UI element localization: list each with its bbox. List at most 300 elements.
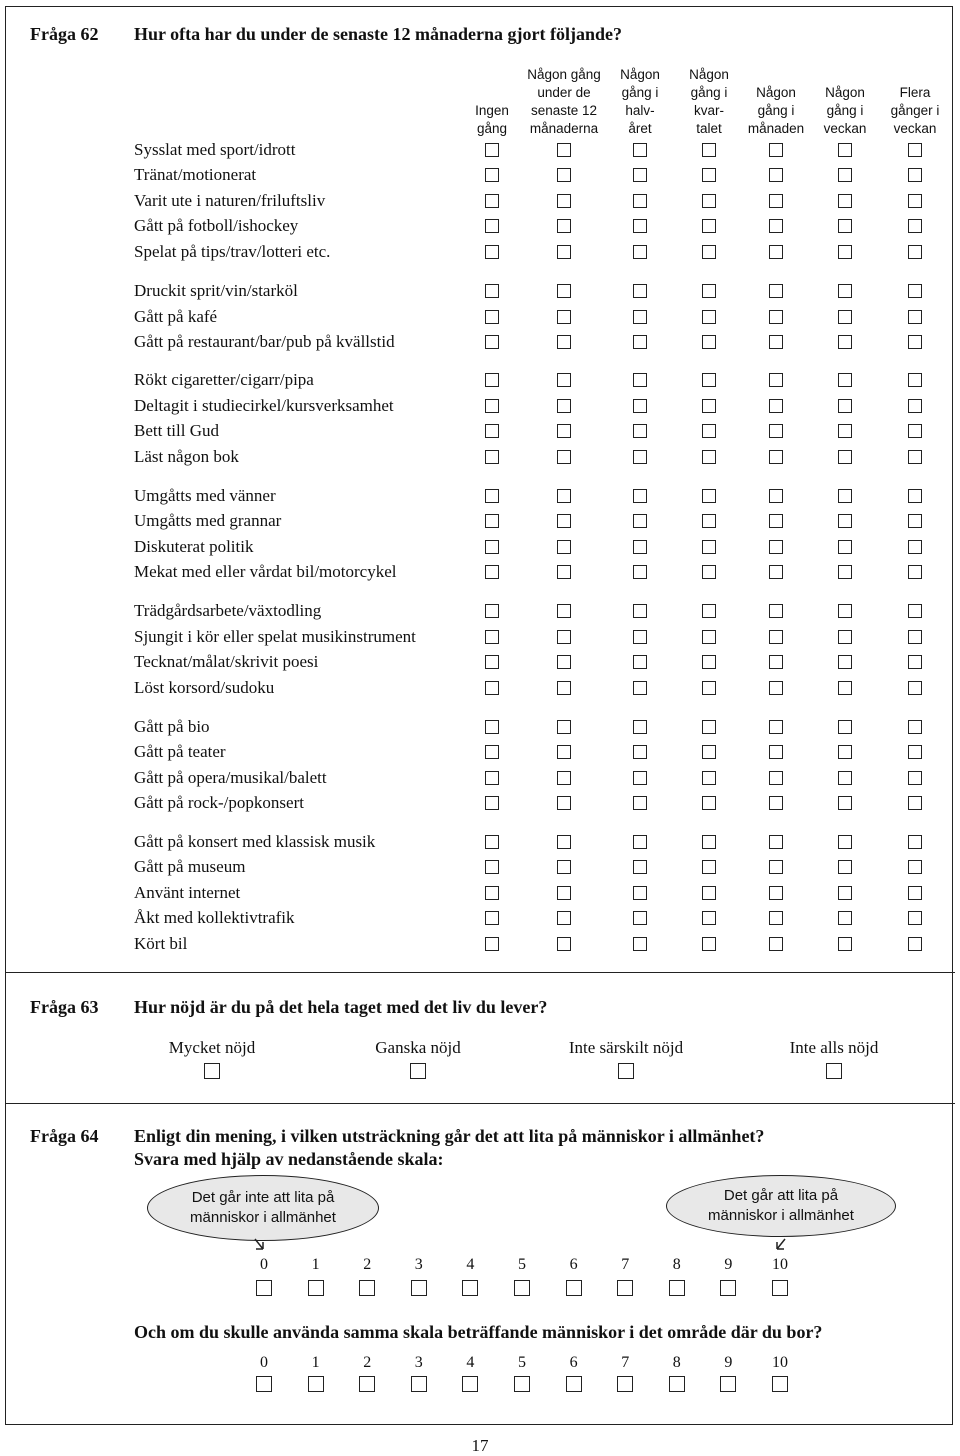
- frequency-checkbox[interactable]: [485, 835, 499, 849]
- row-label: Sysslat med sport/idrott: [134, 140, 296, 159]
- frequency-checkbox[interactable]: [633, 745, 647, 759]
- row-label: Sjungit i kör eller spelat musikinstrument: [134, 627, 416, 646]
- frequency-checkbox[interactable]: [557, 450, 571, 464]
- scale-number: 10: [772, 1354, 788, 1371]
- frequency-checkbox[interactable]: [908, 745, 922, 759]
- scale-checkbox[interactable]: [359, 1280, 375, 1296]
- frequency-checkbox[interactable]: [838, 143, 852, 157]
- scale-checkbox[interactable]: [720, 1280, 736, 1296]
- scale-checkbox[interactable]: [566, 1280, 582, 1296]
- divider: [5, 1103, 955, 1104]
- frequency-checkbox[interactable]: [908, 937, 922, 951]
- page-number: 17: [471, 1436, 489, 1455]
- frequency-checkbox[interactable]: [633, 489, 647, 503]
- frequency-checkbox[interactable]: [557, 514, 571, 528]
- row-label: Löst korsord/sudoku: [134, 678, 275, 697]
- frequency-checkbox[interactable]: [557, 219, 571, 233]
- q62-number: Fråga 62: [30, 24, 99, 44]
- row-label: Mekat med eller vårdat bil/motorcykel: [134, 562, 397, 581]
- column-header-line: Någon: [825, 85, 865, 100]
- frequency-checkbox[interactable]: [702, 168, 716, 182]
- frequency-checkbox[interactable]: [633, 450, 647, 464]
- row-label: Rökt cigaretter/cigarr/pipa: [134, 370, 314, 389]
- frequency-checkbox[interactable]: [557, 284, 571, 298]
- frequency-checkbox[interactable]: [769, 245, 783, 259]
- frequency-checkbox[interactable]: [557, 886, 571, 900]
- scale-number: 6: [569, 1354, 578, 1371]
- scale-checkbox[interactable]: [359, 1376, 375, 1392]
- frequency-checkbox[interactable]: [838, 335, 852, 349]
- frequency-checkbox[interactable]: [908, 860, 922, 874]
- left-anchor-oval: [147, 1175, 379, 1241]
- frequency-checkbox[interactable]: [633, 424, 647, 438]
- frequency-checkbox[interactable]: [633, 835, 647, 849]
- frequency-checkbox[interactable]: [557, 835, 571, 849]
- column-header-line: talet: [696, 121, 722, 136]
- frequency-checkbox[interactable]: [908, 284, 922, 298]
- arrow-down-left-icon: [252, 1238, 272, 1252]
- frequency-checkbox[interactable]: [838, 168, 852, 182]
- frequency-checkbox[interactable]: [702, 886, 716, 900]
- satisfaction-checkbox[interactable]: [618, 1063, 634, 1079]
- scale-number: 5: [518, 1256, 526, 1273]
- frequency-checkbox[interactable]: [557, 911, 571, 925]
- frequency-checkbox[interactable]: [557, 335, 571, 349]
- frequency-checkbox[interactable]: [633, 194, 647, 208]
- column-header-line: veckan: [893, 121, 937, 136]
- frequency-checkbox[interactable]: [838, 424, 852, 438]
- frequency-checkbox[interactable]: [769, 284, 783, 298]
- column-header-line: veckan: [823, 121, 867, 136]
- frequency-checkbox[interactable]: [908, 720, 922, 734]
- frequency-checkbox[interactable]: [557, 310, 571, 324]
- frequency-checkbox[interactable]: [485, 399, 499, 413]
- frequency-checkbox[interactable]: [485, 771, 499, 785]
- frequency-checkbox[interactable]: [838, 373, 852, 387]
- frequency-checkbox[interactable]: [769, 565, 783, 579]
- frequency-checkbox[interactable]: [633, 937, 647, 951]
- scale-checkbox[interactable]: [462, 1376, 478, 1392]
- frequency-checkbox[interactable]: [557, 745, 571, 759]
- frequency-checkbox[interactable]: [769, 835, 783, 849]
- frequency-checkbox[interactable]: [769, 720, 783, 734]
- frequency-checkbox[interactable]: [838, 860, 852, 874]
- frequency-checkbox[interactable]: [485, 219, 499, 233]
- frequency-checkbox[interactable]: [702, 514, 716, 528]
- scale-checkbox[interactable]: [256, 1376, 272, 1392]
- scale-number: 7: [621, 1256, 630, 1273]
- frequency-checkbox[interactable]: [633, 860, 647, 874]
- scale-checkbox[interactable]: [411, 1280, 427, 1296]
- scale-checkbox[interactable]: [772, 1280, 788, 1296]
- frequency-checkbox[interactable]: [557, 540, 571, 554]
- frequency-checkbox[interactable]: [769, 655, 783, 669]
- scale-checkbox[interactable]: [308, 1376, 324, 1392]
- frequency-checkbox[interactable]: [838, 310, 852, 324]
- frequency-checkbox[interactable]: [557, 424, 571, 438]
- scale-number: 9: [724, 1354, 733, 1371]
- frequency-checkbox[interactable]: [838, 565, 852, 579]
- frequency-checkbox[interactable]: [908, 835, 922, 849]
- frequency-checkbox[interactable]: [769, 143, 783, 157]
- row-label: Tränat/motionerat: [134, 165, 257, 184]
- row-label: Gått på teater: [134, 742, 226, 761]
- column-header: [522, 66, 606, 138]
- frequency-checkbox[interactable]: [633, 771, 647, 785]
- frequency-checkbox[interactable]: [485, 630, 499, 644]
- frequency-checkbox[interactable]: [702, 489, 716, 503]
- frequency-checkbox[interactable]: [838, 681, 852, 695]
- satisfaction-checkbox[interactable]: [410, 1063, 426, 1079]
- row-label: Gått på konsert med klassisk musik: [134, 832, 376, 851]
- column-header-line: Någon: [756, 85, 796, 100]
- row-label: Gått på kafé: [134, 307, 218, 326]
- frequency-checkbox[interactable]: [838, 514, 852, 528]
- frequency-checkbox[interactable]: [557, 937, 571, 951]
- frequency-checkbox[interactable]: [769, 514, 783, 528]
- frequency-checkbox[interactable]: [702, 604, 716, 618]
- frequency-checkbox[interactable]: [485, 489, 499, 503]
- frequency-checkbox[interactable]: [702, 143, 716, 157]
- scale-number: 3: [414, 1256, 423, 1273]
- frequency-checkbox[interactable]: [702, 450, 716, 464]
- scale-checkbox[interactable]: [462, 1280, 478, 1296]
- frequency-checkbox[interactable]: [557, 655, 571, 669]
- scale-number: 1: [311, 1354, 320, 1371]
- scale-number: 5: [518, 1354, 526, 1371]
- frequency-checkbox[interactable]: [633, 630, 647, 644]
- frequency-checkbox[interactable]: [908, 604, 922, 618]
- row-label: Trädgårdsarbete/växtodling: [134, 601, 322, 620]
- frequency-checkbox[interactable]: [908, 399, 922, 413]
- frequency-checkbox[interactable]: [769, 424, 783, 438]
- frequency-checkbox[interactable]: [557, 604, 571, 618]
- scale-number: 1: [311, 1256, 320, 1273]
- frequency-checkbox[interactable]: [633, 911, 647, 925]
- frequency-checkbox[interactable]: [702, 284, 716, 298]
- frequency-checkbox[interactable]: [908, 514, 922, 528]
- frequency-checkbox[interactable]: [769, 540, 783, 554]
- column-header-line: under de: [537, 85, 591, 100]
- scale-number: 0: [260, 1256, 268, 1273]
- frequency-checkbox[interactable]: [769, 886, 783, 900]
- scale-checkbox[interactable]: [256, 1280, 272, 1296]
- frequency-checkbox[interactable]: [485, 424, 499, 438]
- frequency-checkbox[interactable]: [557, 399, 571, 413]
- frequency-checkbox[interactable]: [908, 219, 922, 233]
- row-label: Gått på fotboll/ishockey: [134, 216, 299, 235]
- frequency-checkbox[interactable]: [838, 771, 852, 785]
- frequency-checkbox[interactable]: [485, 745, 499, 759]
- frequency-checkbox[interactable]: [702, 937, 716, 951]
- frequency-checkbox[interactable]: [908, 681, 922, 695]
- q64-title-line2: Svara med hjälp av nedanstående skala:: [134, 1149, 444, 1169]
- frequency-checkbox[interactable]: [838, 604, 852, 618]
- frequency-checkbox[interactable]: [702, 373, 716, 387]
- frequency-checkbox[interactable]: [557, 489, 571, 503]
- column-header-line: gång: [476, 121, 508, 136]
- frequency-checkbox[interactable]: [702, 745, 716, 759]
- frequency-checkbox[interactable]: [633, 168, 647, 182]
- frequency-checkbox[interactable]: [557, 796, 571, 810]
- frequency-checkbox[interactable]: [702, 399, 716, 413]
- satisfaction-option-label: Mycket nöjd: [168, 1038, 256, 1057]
- frequency-checkbox[interactable]: [485, 335, 499, 349]
- column-header-line: kvar-: [694, 103, 724, 118]
- frequency-checkbox[interactable]: [769, 630, 783, 644]
- frequency-checkbox[interactable]: [557, 245, 571, 259]
- frequency-checkbox[interactable]: [769, 373, 783, 387]
- frequency-checkbox[interactable]: [557, 630, 571, 644]
- frequency-checkbox[interactable]: [769, 219, 783, 233]
- frequency-checkbox[interactable]: [633, 565, 647, 579]
- frequency-checkbox[interactable]: [557, 194, 571, 208]
- frequency-checkbox[interactable]: [702, 720, 716, 734]
- frequency-checkbox[interactable]: [908, 310, 922, 324]
- frequency-checkbox[interactable]: [633, 681, 647, 695]
- frequency-checkbox[interactable]: [838, 630, 852, 644]
- frequency-checkbox[interactable]: [485, 450, 499, 464]
- frequency-checkbox[interactable]: [485, 540, 499, 554]
- frequency-checkbox[interactable]: [769, 335, 783, 349]
- frequency-checkbox[interactable]: [702, 310, 716, 324]
- frequency-checkbox[interactable]: [702, 911, 716, 925]
- column-header-line: månaden: [747, 121, 805, 136]
- row-label: Läst någon bok: [134, 447, 239, 466]
- frequency-checkbox[interactable]: [633, 219, 647, 233]
- frequency-checkbox[interactable]: [838, 219, 852, 233]
- scale-checkbox[interactable]: [514, 1376, 530, 1392]
- scale-number: 7: [621, 1354, 630, 1371]
- row-label: Umgåtts med vänner: [134, 486, 276, 505]
- frequency-checkbox[interactable]: [557, 373, 571, 387]
- scale-number: 2: [363, 1354, 372, 1371]
- frequency-checkbox[interactable]: [908, 565, 922, 579]
- frequency-checkbox[interactable]: [485, 796, 499, 810]
- satisfaction-option-label: Inte alls nöjd: [789, 1038, 879, 1057]
- frequency-checkbox[interactable]: [633, 245, 647, 259]
- frequency-checkbox[interactable]: [633, 796, 647, 810]
- frequency-checkbox[interactable]: [908, 630, 922, 644]
- column-header: [873, 66, 957, 138]
- frequency-checkbox[interactable]: [485, 143, 499, 157]
- frequency-checkbox[interactable]: [838, 911, 852, 925]
- frequency-checkbox[interactable]: [702, 771, 716, 785]
- frequency-checkbox[interactable]: [838, 489, 852, 503]
- q63-title: Hur nöjd är du på det hela taget med det liv du lever?: [134, 997, 548, 1017]
- frequency-checkbox[interactable]: [633, 143, 647, 157]
- frequency-checkbox[interactable]: [769, 937, 783, 951]
- frequency-checkbox[interactable]: [557, 860, 571, 874]
- frequency-checkbox[interactable]: [838, 796, 852, 810]
- scale-number: 4: [466, 1256, 475, 1273]
- frequency-checkbox[interactable]: [908, 450, 922, 464]
- frequency-checkbox[interactable]: [908, 886, 922, 900]
- scale-number: 0: [260, 1354, 268, 1371]
- frequency-checkbox[interactable]: [633, 373, 647, 387]
- q64-number: Fråga 64: [30, 1126, 99, 1146]
- scale-checkbox[interactable]: [772, 1376, 788, 1392]
- frequency-checkbox[interactable]: [908, 796, 922, 810]
- frequency-checkbox[interactable]: [633, 720, 647, 734]
- frequency-checkbox[interactable]: [769, 604, 783, 618]
- frequency-checkbox[interactable]: [702, 335, 716, 349]
- frequency-checkbox[interactable]: [838, 245, 852, 259]
- frequency-checkbox[interactable]: [485, 373, 499, 387]
- satisfaction-checkbox[interactable]: [826, 1063, 842, 1079]
- frequency-checkbox[interactable]: [702, 796, 716, 810]
- frequency-checkbox[interactable]: [702, 565, 716, 579]
- frequency-checkbox[interactable]: [838, 937, 852, 951]
- scale-number: 10: [772, 1256, 788, 1273]
- scale-checkbox[interactable]: [566, 1376, 582, 1392]
- frequency-checkbox[interactable]: [633, 310, 647, 324]
- satisfaction-option-label: Inte särskilt nöjd: [568, 1038, 684, 1057]
- frequency-checkbox[interactable]: [702, 219, 716, 233]
- frequency-checkbox[interactable]: [908, 540, 922, 554]
- frequency-checkbox[interactable]: [838, 540, 852, 554]
- row-label: Gått på opera/musikal/balett: [134, 768, 327, 787]
- frequency-checkbox[interactable]: [769, 168, 783, 182]
- frequency-checkbox[interactable]: [838, 194, 852, 208]
- scale-checkbox[interactable]: [411, 1376, 427, 1392]
- frequency-checkbox[interactable]: [769, 489, 783, 503]
- row-label: Bett till Gud: [134, 421, 219, 440]
- q63-number: Fråga 63: [30, 997, 99, 1017]
- scale-checkbox[interactable]: [720, 1376, 736, 1392]
- frequency-checkbox[interactable]: [908, 911, 922, 925]
- frequency-checkbox[interactable]: [557, 771, 571, 785]
- frequency-checkbox[interactable]: [633, 655, 647, 669]
- frequency-checkbox[interactable]: [633, 540, 647, 554]
- frequency-checkbox[interactable]: [838, 835, 852, 849]
- frequency-checkbox[interactable]: [769, 745, 783, 759]
- frequency-checkbox[interactable]: [485, 681, 499, 695]
- frequency-checkbox[interactable]: [908, 245, 922, 259]
- row-label: Druckit sprit/vin/starköl: [134, 281, 298, 300]
- column-header-line: gång i: [690, 85, 728, 100]
- satisfaction-checkbox[interactable]: [204, 1063, 220, 1079]
- frequency-checkbox[interactable]: [633, 886, 647, 900]
- frequency-checkbox[interactable]: [485, 284, 499, 298]
- column-header-line: Någon: [620, 67, 660, 82]
- frequency-checkbox[interactable]: [557, 168, 571, 182]
- row-label: Gått på bio: [134, 717, 210, 736]
- frequency-checkbox[interactable]: [838, 450, 852, 464]
- frequency-checkbox[interactable]: [702, 860, 716, 874]
- frequency-checkbox[interactable]: [908, 771, 922, 785]
- row-label: Gått på rock-/popkonsert: [134, 793, 304, 812]
- frequency-checkbox[interactable]: [633, 399, 647, 413]
- frequency-checkbox[interactable]: [557, 720, 571, 734]
- frequency-checkbox[interactable]: [702, 630, 716, 644]
- frequency-checkbox[interactable]: [485, 194, 499, 208]
- frequency-checkbox[interactable]: [485, 911, 499, 925]
- frequency-checkbox[interactable]: [485, 565, 499, 579]
- scale-number: 4: [466, 1354, 475, 1371]
- frequency-checkbox[interactable]: [702, 424, 716, 438]
- scale-checkbox[interactable]: [617, 1280, 633, 1296]
- frequency-checkbox[interactable]: [485, 514, 499, 528]
- scale-number: 8: [672, 1354, 681, 1371]
- frequency-checkbox[interactable]: [908, 194, 922, 208]
- frequency-checkbox[interactable]: [908, 489, 922, 503]
- frequency-checkbox[interactable]: [769, 310, 783, 324]
- column-header-line: Ingen: [475, 103, 509, 118]
- frequency-checkbox[interactable]: [633, 604, 647, 618]
- frequency-checkbox[interactable]: [908, 424, 922, 438]
- frequency-checkbox[interactable]: [908, 143, 922, 157]
- frequency-checkbox[interactable]: [633, 335, 647, 349]
- frequency-checkbox[interactable]: [769, 860, 783, 874]
- row-label: Gått på restaurant/bar/pub på kvällstid: [134, 332, 395, 351]
- column-header-line: Flera: [899, 85, 931, 100]
- frequency-checkbox[interactable]: [838, 720, 852, 734]
- column-header-line: senaste 12: [530, 103, 598, 118]
- frequency-checkbox[interactable]: [769, 399, 783, 413]
- frequency-checkbox[interactable]: [633, 514, 647, 528]
- frequency-checkbox[interactable]: [557, 565, 571, 579]
- frequency-checkbox[interactable]: [557, 143, 571, 157]
- frequency-checkbox[interactable]: [633, 284, 647, 298]
- frequency-checkbox[interactable]: [702, 540, 716, 554]
- left-anchor-line2: människor i allmänhet: [190, 1209, 336, 1226]
- frequency-checkbox[interactable]: [838, 399, 852, 413]
- q64-title-line1: Enligt din mening, i vilken utsträckning går det att lita på människor i allmänhet?: [134, 1126, 765, 1146]
- frequency-checkbox[interactable]: [702, 681, 716, 695]
- frequency-checkbox[interactable]: [485, 168, 499, 182]
- frequency-checkbox[interactable]: [838, 655, 852, 669]
- frequency-checkbox[interactable]: [702, 194, 716, 208]
- frequency-checkbox[interactable]: [769, 194, 783, 208]
- frequency-checkbox[interactable]: [838, 745, 852, 759]
- frequency-checkbox[interactable]: [908, 655, 922, 669]
- row-label: Spelat på tips/trav/lotteri etc.: [134, 242, 331, 261]
- scale-checkbox[interactable]: [617, 1376, 633, 1392]
- frequency-checkbox[interactable]: [838, 886, 852, 900]
- frequency-checkbox[interactable]: [485, 310, 499, 324]
- frequency-checkbox[interactable]: [769, 450, 783, 464]
- frequency-checkbox[interactable]: [485, 604, 499, 618]
- frequency-checkbox[interactable]: [702, 655, 716, 669]
- frequency-checkbox[interactable]: [838, 284, 852, 298]
- scale-checkbox[interactable]: [308, 1280, 324, 1296]
- scale-number: 8: [672, 1256, 681, 1273]
- scale-checkbox[interactable]: [669, 1280, 685, 1296]
- frequency-checkbox[interactable]: [769, 681, 783, 695]
- frequency-checkbox[interactable]: [908, 168, 922, 182]
- scale-checkbox[interactable]: [669, 1376, 685, 1392]
- row-label: Varit ute i naturen/friluftsliv: [134, 191, 326, 210]
- frequency-checkbox[interactable]: [485, 655, 499, 669]
- frequency-checkbox[interactable]: [485, 245, 499, 259]
- frequency-checkbox[interactable]: [485, 937, 499, 951]
- frequency-checkbox[interactable]: [769, 771, 783, 785]
- frequency-checkbox[interactable]: [485, 860, 499, 874]
- frequency-checkbox[interactable]: [908, 373, 922, 387]
- column-header-line: Någon: [689, 67, 729, 82]
- frequency-checkbox[interactable]: [702, 245, 716, 259]
- frequency-checkbox[interactable]: [485, 886, 499, 900]
- scale-checkbox[interactable]: [514, 1280, 530, 1296]
- frequency-checkbox[interactable]: [769, 911, 783, 925]
- scale-number: 9: [724, 1256, 733, 1273]
- frequency-checkbox[interactable]: [769, 796, 783, 810]
- frequency-checkbox[interactable]: [557, 681, 571, 695]
- frequency-checkbox[interactable]: [908, 335, 922, 349]
- frequency-checkbox[interactable]: [485, 720, 499, 734]
- frequency-checkbox[interactable]: [702, 835, 716, 849]
